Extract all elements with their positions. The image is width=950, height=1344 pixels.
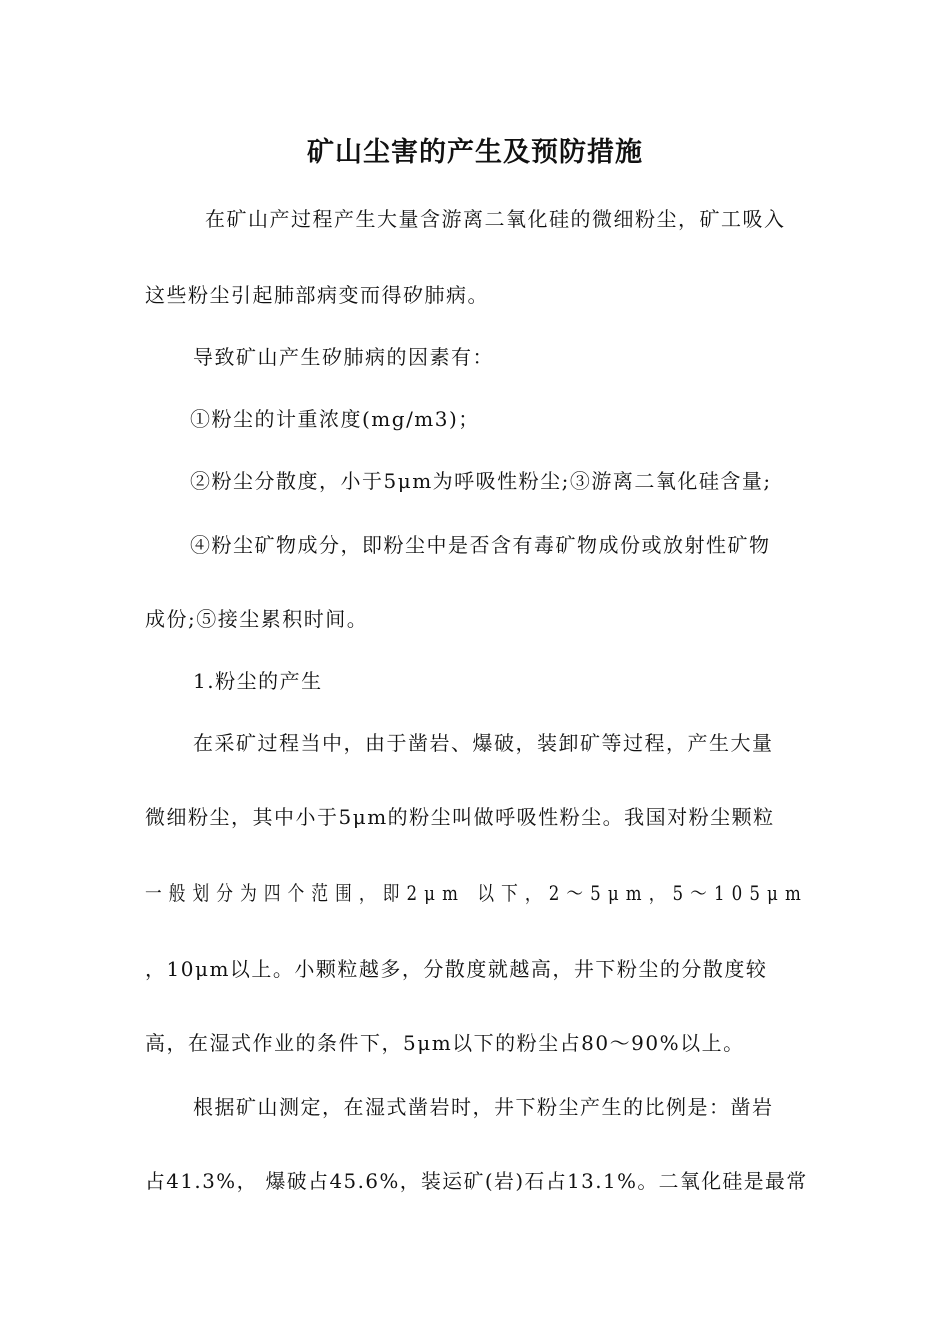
paragraph-line: 占41.3%， 爆破占45.6%，装运矿(岩)石占13.1%。二氧化硅是最常	[145, 1169, 808, 1193]
paragraph-line: ①粉尘的计重浓度(mg/m3)；	[190, 407, 480, 431]
paragraph-line: 导致矿山产生矽肺病的因素有：	[193, 345, 494, 369]
section-heading: 1.粉尘的产生	[193, 669, 323, 693]
document-title: 矿山尘害的产生及预防措施	[307, 137, 643, 168]
paragraph-line: ②粉尘分散度，小于5μm为呼吸性粉尘;③游离二氧化硅含量;	[190, 469, 772, 493]
paragraph-line: 成份;⑤接尘累积时间。	[145, 607, 369, 631]
paragraph-line: 这些粉尘引起肺部病变而得矽肺病。	[145, 283, 489, 307]
paragraph-line: ，10μm以上。小颗粒越多，分散度就越高，井下粉尘的分散度较	[145, 957, 768, 981]
paragraph-line: 一般划分为四个范围，即2μm 以下，2～5μm，5～105μm	[145, 881, 808, 905]
paragraph-line: 高，在湿式作业的条件下，5μm以下的粉尘占80～90%以上。	[145, 1031, 745, 1055]
paragraph-line: 根据矿山测定，在湿式凿岩时，井下粉尘产生的比例是：凿岩	[193, 1095, 774, 1119]
paragraph-line: 在采矿过程当中，由于凿岩、爆破，装卸矿等过程，产生大量	[193, 731, 774, 755]
paragraph-line: 微细粉尘，其中小于5μm的粉尘叫做呼吸性粉尘。我国对粉尘颗粒	[145, 805, 775, 829]
paragraph-line: 在矿山产过程产生大量含游离二氧化硅的微细粉尘，矿工吸入	[205, 207, 786, 231]
paragraph-line: ④粉尘矿物成分，即粉尘中是否含有毒矿物成份或放射性矿物	[190, 533, 771, 557]
